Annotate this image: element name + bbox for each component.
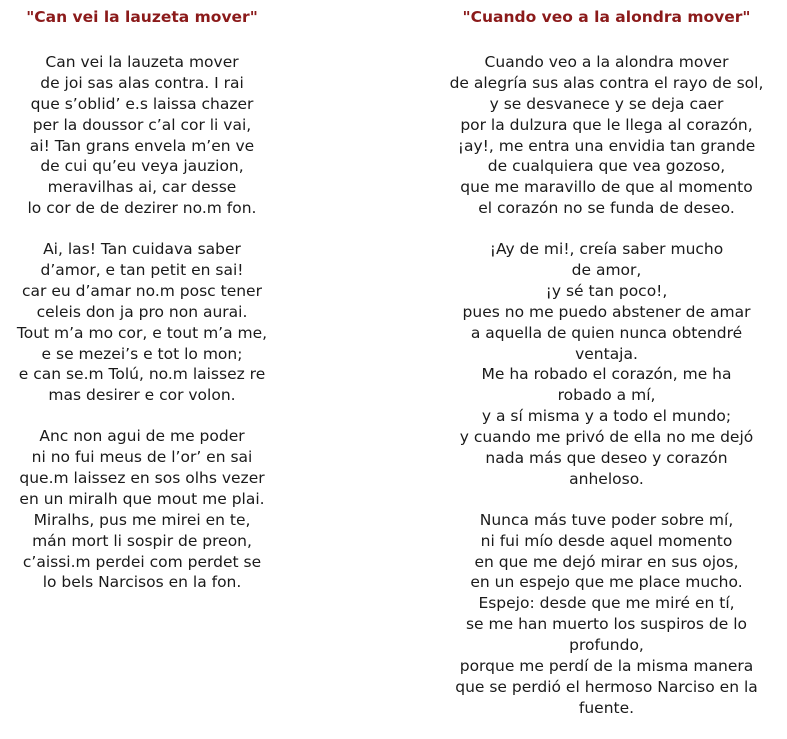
poem-line: y se desvanece y se deja caer bbox=[489, 94, 724, 113]
poem-line: que me maravillo de que al momento bbox=[460, 178, 753, 197]
poem-line: fuente. bbox=[578, 698, 635, 717]
poem-line: c’aissi.m perdei com perdet se bbox=[22, 552, 262, 571]
translation-poem-column bbox=[426, 4, 787, 739]
poem-line: ¡Ay de mi!, creía saber mucho bbox=[489, 240, 724, 259]
stanza bbox=[0, 52, 284, 219]
poem-line: e can se.m Tolú, no.m laissez re bbox=[18, 365, 266, 384]
stanza bbox=[426, 510, 787, 719]
poem-line: ventaja. bbox=[575, 344, 638, 363]
poem-line: d’amor, e tan petit en sai! bbox=[40, 261, 244, 280]
poem-line: Can vei la lauzeta mover bbox=[45, 53, 239, 71]
poem-line: ni fui mío desde aquel momento bbox=[480, 531, 733, 550]
translation-stanzas bbox=[426, 52, 787, 719]
original-stanzas bbox=[0, 52, 284, 593]
poem-line: anheloso. bbox=[569, 469, 644, 488]
poem-line: mas desirer e cor volon. bbox=[48, 386, 236, 405]
poem-line: porque me perdí de la misma manera bbox=[459, 657, 754, 676]
poem-line: en un espejo que me place mucho. bbox=[470, 573, 743, 592]
poem-line: ai! Tan grans envela m’en ve bbox=[29, 136, 255, 155]
poem-line: ni no fui meus de l’or’ en sai bbox=[31, 448, 253, 467]
poem-line: Me ha robado el corazón, me ha bbox=[481, 365, 732, 384]
stanza bbox=[426, 52, 787, 219]
poem-line: y cuando me privó de ella no me dejó bbox=[459, 428, 754, 447]
poem-line: Miralhs, pus me mirei en te, bbox=[33, 510, 251, 529]
poem-line: lo cor de de dezirer no.m fon. bbox=[27, 199, 257, 218]
stanza bbox=[0, 239, 284, 406]
poem-line: meravilhas ai, car desse bbox=[47, 178, 237, 197]
poem-line: de cui qu’eu veya jauzion, bbox=[40, 157, 244, 176]
poem-line: en que me dejó mirar en sus ojos, bbox=[474, 552, 739, 571]
poem-line: a aquella de quien nunca obtendré bbox=[470, 323, 743, 342]
poem-line: Anc non agui de me poder bbox=[39, 427, 245, 446]
poem-line: que.m laissez en sos olhs vezer bbox=[19, 469, 265, 488]
poem-line: celeis don ja pro non aurai. bbox=[36, 302, 248, 321]
stanza bbox=[426, 239, 787, 490]
poem-line: Nunca más tuve poder sobre mí, bbox=[479, 510, 734, 529]
poem-line: por la dulzura que le llega al corazón, bbox=[460, 115, 753, 134]
poem-line: e se mezei’s e tot lo mon; bbox=[41, 344, 243, 363]
poem-line: en un miralh que mout me plai. bbox=[19, 489, 265, 508]
poem-line: Espejo: desde que me miré en tí, bbox=[478, 594, 735, 613]
poem-line: que se perdió el hermoso Narciso en la bbox=[455, 677, 758, 696]
poem-line: el corazón no se funda de deseo. bbox=[478, 199, 735, 218]
poem-line: ¡ay!, me entra una envidia tan grande bbox=[457, 136, 756, 155]
poem-line: Tout m’a mo cor, e tout m’a me, bbox=[16, 323, 268, 342]
poem-line: y a sí misma y a todo el mundo; bbox=[481, 407, 732, 426]
translation-poem-title: "Cuando veo a la alondra mover" bbox=[462, 8, 751, 26]
poem-line: de cualquiera que vea gozoso, bbox=[487, 157, 726, 176]
poem-line: se me han muerto los suspiros de lo bbox=[465, 615, 747, 634]
original-poem-column bbox=[0, 4, 284, 613]
poem-line: que s’oblid’ e.s laissa chazer bbox=[30, 94, 254, 113]
poem-line: de alegría sus alas contra el rayo de sol, bbox=[449, 73, 764, 92]
poem-line: nada más que deseo y corazón bbox=[485, 449, 728, 468]
poem-line: de joi sas alas contra. I rai bbox=[40, 73, 244, 92]
stanza bbox=[0, 426, 284, 593]
poem-line: car eu d’amar no.m posc tener bbox=[22, 281, 262, 300]
poem-line: mán mort li sospir de preon, bbox=[32, 531, 252, 550]
poem-line: profundo, bbox=[569, 636, 644, 655]
poem-line: pues no me puedo abstener de amar bbox=[462, 302, 751, 321]
poem-line: ¡y sé tan poco!, bbox=[545, 281, 668, 300]
poem-line: robado a mí, bbox=[557, 386, 656, 405]
poem-line: lo bels Narcisos en la fon. bbox=[42, 573, 242, 592]
poem-line: Cuando veo a la alondra mover bbox=[484, 53, 729, 71]
original-poem-title: "Can vei la lauzeta mover" bbox=[26, 8, 258, 26]
poem-line: Ai, las! Tan cuidava saber bbox=[43, 240, 241, 259]
poem-line: de amor, bbox=[571, 261, 642, 280]
poem-line: per la doussor c’al cor li vai, bbox=[32, 115, 252, 134]
